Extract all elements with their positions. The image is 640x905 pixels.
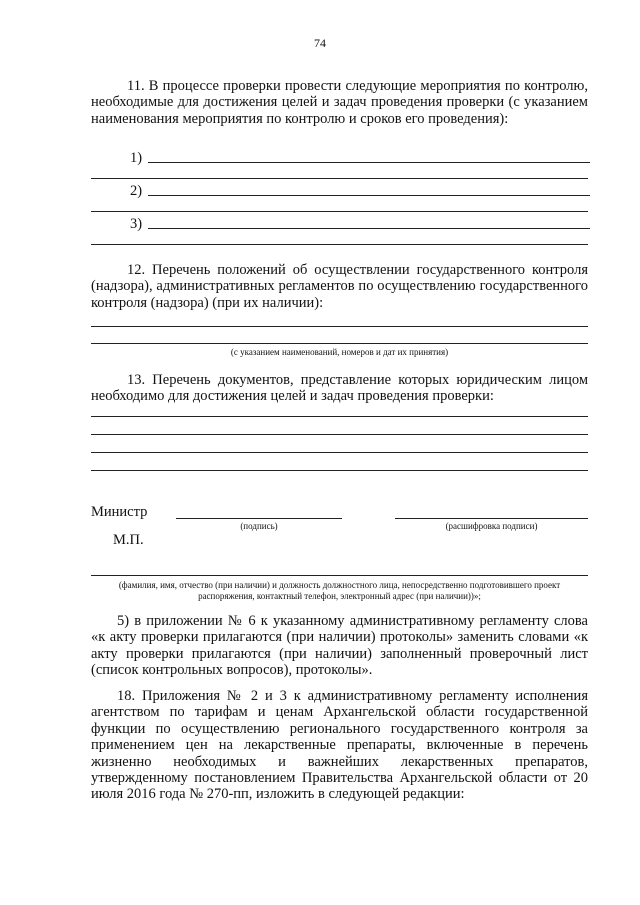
fill-line: [148, 162, 590, 163]
minister-label: Министр: [91, 504, 148, 520]
fill-line: [148, 228, 590, 229]
fill-line: [91, 452, 588, 453]
item-12-caption: (с указанием наименований, номеров и дат их принятия): [230, 347, 449, 357]
fill-line: [91, 416, 588, 417]
fill-line: [91, 470, 588, 471]
stamp-label: М.П.: [113, 532, 144, 548]
fill-line: [91, 343, 588, 344]
fill-line: [91, 211, 588, 212]
item-11-number-1: 1): [130, 150, 143, 166]
fill-line: [91, 326, 588, 327]
decode-caption: (расшифровка подписи): [445, 521, 538, 531]
fill-line: [91, 434, 588, 435]
item-13-text: 13. Перечень документов, представление которых юридическим лицом необходимо для достижения целей и задач проведения проверки:: [91, 372, 588, 405]
signature-line: [176, 518, 342, 519]
fill-line: [91, 178, 588, 179]
item-12-text: 12. Перечень положений об осуществлении государственного контроля (надзора), административных регламентов по осуществлению государственного контроля (надзора) (при их наличии):: [91, 262, 588, 311]
fill-line: [91, 244, 588, 245]
official-line: [91, 575, 588, 576]
item-11-number-2: 2): [130, 183, 143, 199]
decode-line: [395, 518, 588, 519]
fill-line: [148, 195, 590, 196]
item-11-number-3: 3): [130, 216, 143, 232]
signature-caption: (подпись): [240, 521, 278, 531]
item-11-text: 11. В процессе проверки провести следующие мероприятия по контролю, необходимые для достижения целей и задач проведения проверки (с указанием наименования мероприятия по контролю и сроков его проведения):: [91, 78, 588, 127]
official-caption: (фамилия, имя, отчество (при наличии) и должность должностного лица, непосредственно подготовившего проект распоряжения, контактный телефон, электронный адрес (при наличии))»;: [118, 580, 561, 601]
item-5-text: 5) в приложении № 6 к указанному административному регламенту слова «к акту проверки прилагаются (при наличии) протоколы» заменить словами «к акту проверки прилагаются (при наличии) заполненный проверочный лист (список контрольных вопросов), протоколы».: [91, 613, 588, 679]
page-number: 74: [314, 36, 326, 50]
item-18-text: 18. Приложения № 2 и 3 к административному регламенту исполнения агентством по тарифам и ценам Архангельской области государственной функции по осуществлению регионального государственного контроля за применением цен на лекарственные препараты, включенные в перечень жизненно необходимых и важнейших лекарственных препаратов, утвержденному постановлением Правительства Архангельской области от 20 июля 2016 года № 270-пп, изложить в следующей редакции:: [91, 688, 588, 803]
